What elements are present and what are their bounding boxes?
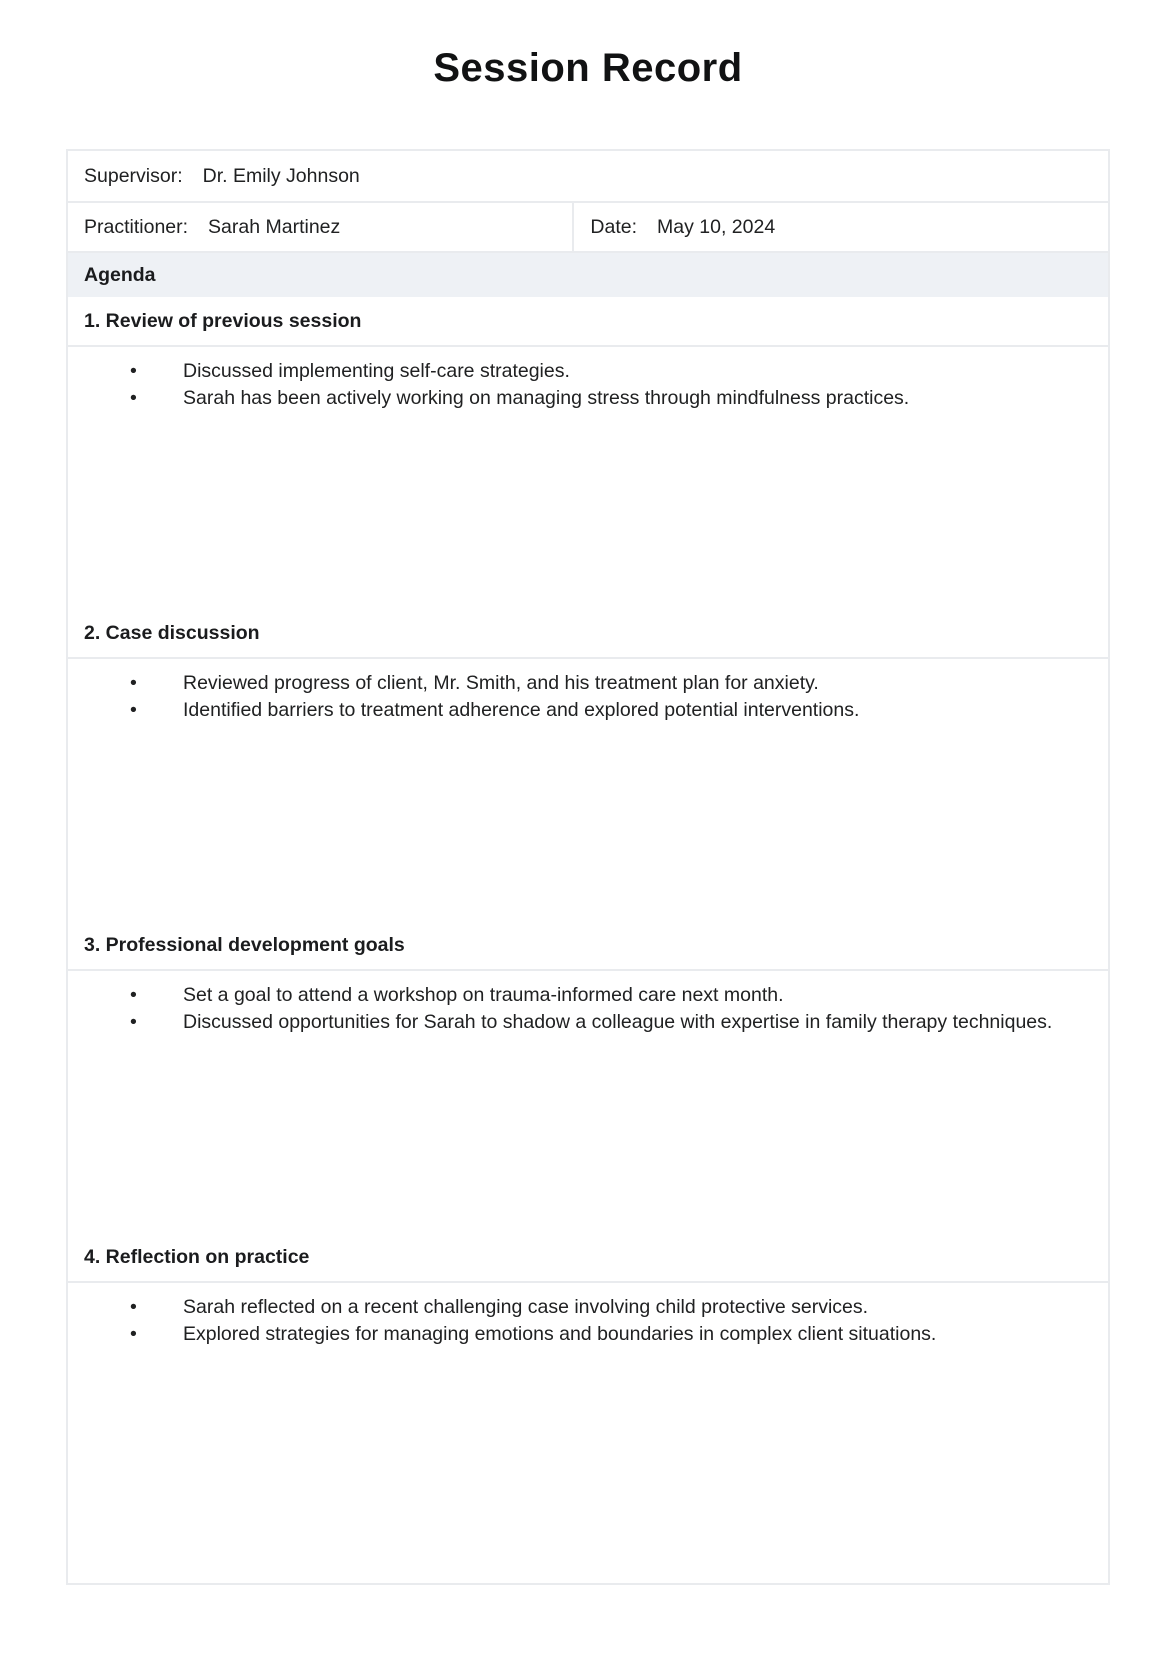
- bullet-marker-icon: •: [130, 360, 137, 382]
- bullet-item: [77, 385, 1099, 412]
- section-heading: 2. Case discussion: [84, 621, 260, 644]
- bullet-marker-icon: •: [130, 387, 137, 409]
- bullet-text: Sarah reflected on a recent challenging case involving child protective services.: [183, 1296, 869, 1318]
- agenda-section: [68, 297, 1108, 609]
- bullet-marker-icon: •: [130, 984, 137, 1006]
- bullet-text: Identified barriers to treatment adherence and explored potential interventions.: [183, 699, 860, 721]
- practitioner-cell: [68, 203, 572, 251]
- bullet-item: [77, 1009, 1099, 1036]
- section-content: [68, 657, 1108, 921]
- agenda-header-row: [68, 251, 1108, 297]
- practitioner-value: Sarah Martinez: [208, 215, 341, 238]
- section-heading: 1. Review of previous session: [84, 309, 362, 332]
- date-label: Date:: [590, 215, 637, 238]
- bullet-item: [77, 358, 1099, 385]
- bullet-item: [77, 670, 1099, 697]
- supervisor-label: Supervisor:: [84, 164, 183, 187]
- bullet-item: [77, 697, 1099, 724]
- bullet-text: Explored strategies for managing emotions and boundaries in complex client situations.: [183, 1323, 937, 1345]
- agenda-section: [68, 1233, 1108, 1583]
- bullet-marker-icon: •: [130, 1296, 137, 1318]
- bullet-marker-icon: •: [130, 699, 137, 721]
- bullet-text: Reviewed progress of client, Mr. Smith, and his treatment plan for anxiety.: [183, 672, 819, 694]
- bullet-text: Set a goal to attend a workshop on trauma-informed care next month.: [183, 984, 784, 1006]
- page-title: Session Record: [433, 46, 743, 90]
- supervisor-value: Dr. Emily Johnson: [202, 164, 360, 187]
- section-content: [68, 345, 1108, 609]
- bullet-text: Sarah has been actively working on managing stress through mindfulness practices.: [183, 387, 910, 409]
- bullet-item: [77, 1321, 1099, 1348]
- bullet-marker-icon: •: [130, 672, 137, 694]
- agenda-section: [68, 609, 1108, 921]
- section-heading: 3. Professional development goals: [84, 933, 405, 956]
- bullet-text: Discussed implementing self-care strategies.: [183, 360, 570, 382]
- practitioner-date-row: [68, 201, 1108, 251]
- section-heading: 4. Reflection on practice: [84, 1245, 310, 1268]
- practitioner-label: Practitioner:: [84, 215, 189, 238]
- date-cell: [572, 203, 1108, 251]
- bullet-marker-icon: •: [130, 1323, 137, 1345]
- agenda-header-label: Agenda: [84, 263, 156, 286]
- supervisor-row: [68, 151, 1108, 201]
- date-value: May 10, 2024: [657, 215, 776, 238]
- session-record-table: [66, 149, 1110, 1585]
- agenda-section: [68, 921, 1108, 1233]
- section-content: [68, 1281, 1108, 1583]
- bullet-text: Discussed opportunities for Sarah to shadow a colleague with expertise in family therapy techniques.: [183, 1011, 1053, 1033]
- bullet-marker-icon: •: [130, 1011, 137, 1033]
- agenda-sections: [68, 297, 1108, 1583]
- section-content: [68, 969, 1108, 1233]
- bullet-item: [77, 1294, 1099, 1321]
- bullet-item: [77, 982, 1099, 1009]
